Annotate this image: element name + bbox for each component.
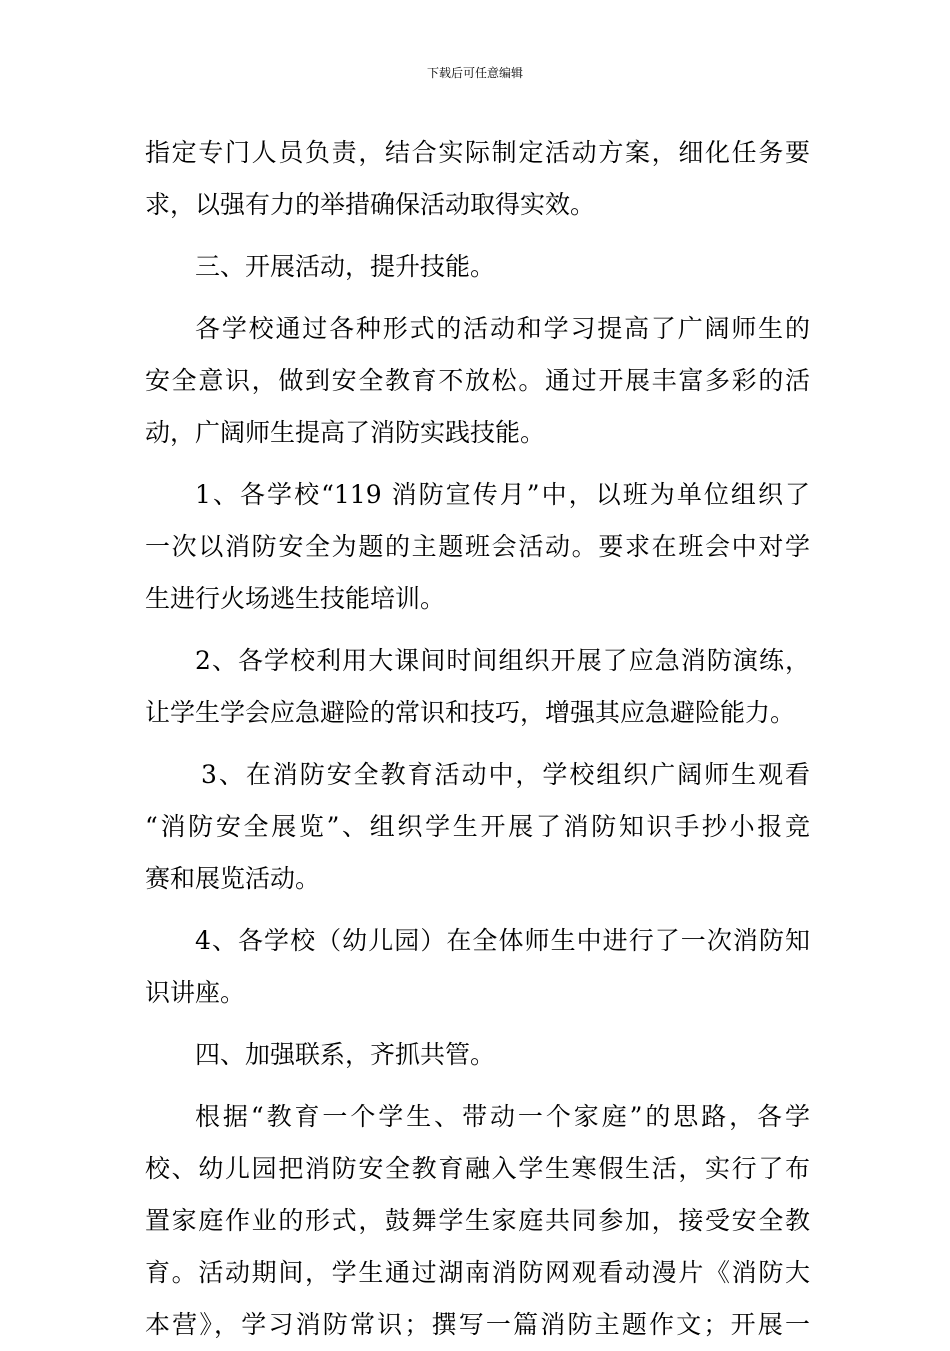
page-header: 下载后可任意编辑 <box>426 66 523 80</box>
section-heading <box>145 241 810 293</box>
text-line: 三、开展活动，提升技能。 <box>195 252 496 281</box>
text-line: 本营》，学习消防常识；撰写一篇消防主题作文；开展一 <box>145 1310 810 1339</box>
text-line: 校、幼儿园把消防安全教育融入学生寒假生活，实行了布 <box>145 1154 810 1183</box>
section-heading <box>145 1029 810 1081</box>
text-line: 安全意识，做到安全教育不放松。通过开展丰富多彩的活 <box>145 366 810 395</box>
body-text <box>145 127 810 1351</box>
text-line: 育。活动期间，学生通过湖南消防网观看动漫片《消防大 <box>145 1258 810 1287</box>
text-line: 四、加强联系，齐抓共管。 <box>195 1040 496 1069</box>
text-line: 3、在消防安全教育活动中，学校组织广阔师生观看 <box>201 760 810 789</box>
text-line: 一次以消防安全为题的主题班会活动。要求在班会中对学 <box>145 532 810 561</box>
text-line: 识讲座。 <box>145 978 246 1007</box>
text-line: 指定专门人员负责，结合实际制定活动方案，细化任务要 <box>145 138 810 167</box>
paragraph <box>145 749 810 905</box>
paragraph <box>145 127 810 231</box>
text-line: 各学校通过各种形式的活动和学习提高了广阔师生的 <box>195 314 810 343</box>
paragraph <box>145 303 810 459</box>
text-line: 动，广阔师生提高了消防实践技能。 <box>145 418 546 447</box>
text-line: 让学生学会应急避险的常识和技巧，增强其应急避险能力。 <box>145 698 796 727</box>
text-line: 置家庭作业的形式，鼓舞学生家庭共同参加，接受安全教 <box>145 1206 810 1235</box>
paragraph <box>145 915 810 1019</box>
text-line: 求，以强有力的举措确保活动取得实效。 <box>145 190 596 219</box>
text-line: 4、各学校（幼儿园）在全体师生中进行了一次消防知 <box>195 926 810 955</box>
text-line: 1、各学校“119 消防宣传月”中，以班为单位组织了 <box>195 480 810 509</box>
paragraph <box>145 635 810 739</box>
text-line: 2、各学校利用大课间时间组织开展了应急消防演练， <box>195 646 810 675</box>
text-line: 赛和展览活动。 <box>145 864 321 893</box>
text-line: 根据“教育一个学生、带动一个家庭”的思路，各学 <box>195 1102 810 1131</box>
paragraph <box>145 1091 810 1351</box>
text-line: “消防安全展览”、组织学生开展了消防知识手抄小报竞 <box>145 812 810 841</box>
text-line: 生进行火场逃生技能培训。 <box>145 584 446 613</box>
paragraph <box>145 469 810 625</box>
